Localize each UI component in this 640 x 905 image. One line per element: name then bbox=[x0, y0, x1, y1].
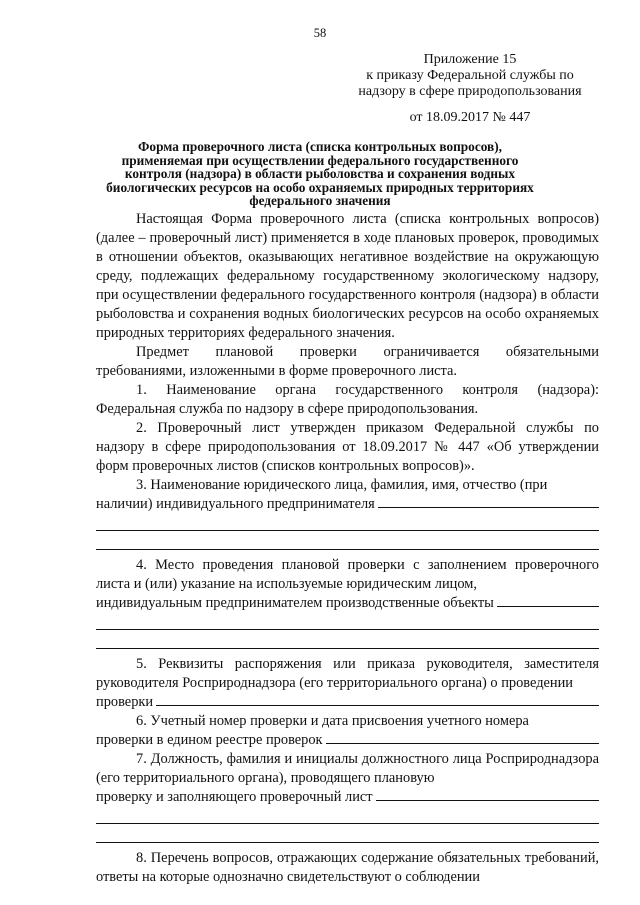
appendix-line-1: Приложение 15 bbox=[423, 52, 517, 67]
blank-field-item-7[interactable] bbox=[376, 800, 599, 801]
item-4: 4. Место проведения плановой проверки с заполнением проверочного листа и (или) указание на используемые юридическим лицом, bbox=[96, 557, 599, 592]
title-line-4: биологических ресурсов на особо охраняемых природных территориях bbox=[106, 179, 534, 195]
title-line-1: Форма проверочного листа (списка контрольных вопросов), bbox=[138, 139, 502, 154]
item-4-fill-line bbox=[96, 594, 599, 613]
item-6: 6. Учетный номер проверки и дата присвоения учетного номера bbox=[136, 713, 529, 729]
item-3-fill-line bbox=[96, 495, 599, 514]
item-3-end: наличии) индивидуального предпринимателя bbox=[96, 496, 375, 512]
paragraph-subject: Предмет плановой проверки ограничивается обязательными требованиями, изложенными в форме проверочного листа. bbox=[96, 344, 599, 379]
appendix-line-2: к приказу Федеральной службы по bbox=[366, 68, 574, 83]
title-line-3: контроля (надзора) в области рыболовства и сохранения водных bbox=[124, 166, 516, 181]
title-line-5: федерального значения bbox=[249, 193, 391, 208]
appendix-line-3: надзору в сфере природопользования bbox=[358, 84, 582, 99]
item-7: 7. Должность, фамилия и инициалы должностного лица Росприроднадзора (его территориального органа), проводящего плановую bbox=[96, 751, 599, 786]
item-4-end: индивидуальным предпринимателем производственные объекты bbox=[96, 595, 494, 611]
document-body bbox=[96, 210, 599, 887]
blank-field-item-6[interactable] bbox=[326, 743, 599, 744]
appendix-date: от 18.09.2017 № 447 bbox=[409, 110, 531, 125]
item-5-fill-line bbox=[96, 693, 599, 712]
item-7-end: проверку и заполняющего проверочный лист bbox=[96, 789, 373, 805]
blank-line-item-3-a[interactable] bbox=[96, 530, 599, 531]
item-6-end: проверки в едином реестре проверок bbox=[96, 732, 323, 748]
page-number: 58 bbox=[313, 26, 327, 40]
item-6-fill-line bbox=[96, 731, 599, 750]
item-3: 3. Наименование юридического лица, фамилия, имя, отчество (при bbox=[136, 477, 548, 493]
title-line-2: применяемая при осуществлении федерального государственного bbox=[121, 152, 519, 168]
appendix-header bbox=[340, 52, 600, 126]
blank-line-item-4-a[interactable] bbox=[96, 629, 599, 630]
item-8: 8. Перечень вопросов, отражающих содержание обязательных требований, ответы на которые однозначно свидетельствуют о соблюдении bbox=[96, 850, 599, 885]
blank-line-item-7-b[interactable] bbox=[96, 842, 599, 843]
item-5-end: проверки bbox=[96, 694, 154, 710]
blank-line-item-3-b[interactable] bbox=[96, 549, 599, 550]
item-5: 5. Реквизиты распоряжения или приказа руководителя, заместителя руководителя Росприроднадзора (его территориального органа) о проведении bbox=[96, 656, 599, 691]
blank-field-item-4[interactable] bbox=[497, 606, 599, 607]
item-2: 2. Проверочный лист утвержден приказом Федеральной службы по надзору в сфере природопользования от 18.09.2017 № 447 «Об утверждении форм проверочных листов (списков контрольных вопросов)». bbox=[96, 420, 599, 474]
blank-line-item-7-a[interactable] bbox=[96, 823, 599, 824]
blank-line-item-4-b[interactable] bbox=[96, 648, 599, 649]
item-1: 1. Наименование органа государственного контроля (надзора): Федеральная служба по надзору в сфере природопользования. bbox=[96, 382, 599, 417]
blank-field-item-3[interactable] bbox=[378, 507, 599, 508]
blank-field-item-5[interactable] bbox=[156, 705, 599, 706]
document-title bbox=[105, 140, 535, 208]
paragraph-intro: Настоящая Форма проверочного листа (списка контрольных вопросов) (далее – проверочный лист) применяется в ходе плановых проверок, проводимых в отношении объектов, оказывающих негативное воздействие на окружающую среду, подлежащих федеральному государственному экологическому надзору, при осуществлении федерального государственного контроля (надзора) в области рыболовства и сохранения водных биологических ресурсов на особо охраняемых природных территориях федерального значения. bbox=[96, 211, 599, 341]
item-7-fill-line bbox=[96, 788, 599, 807]
